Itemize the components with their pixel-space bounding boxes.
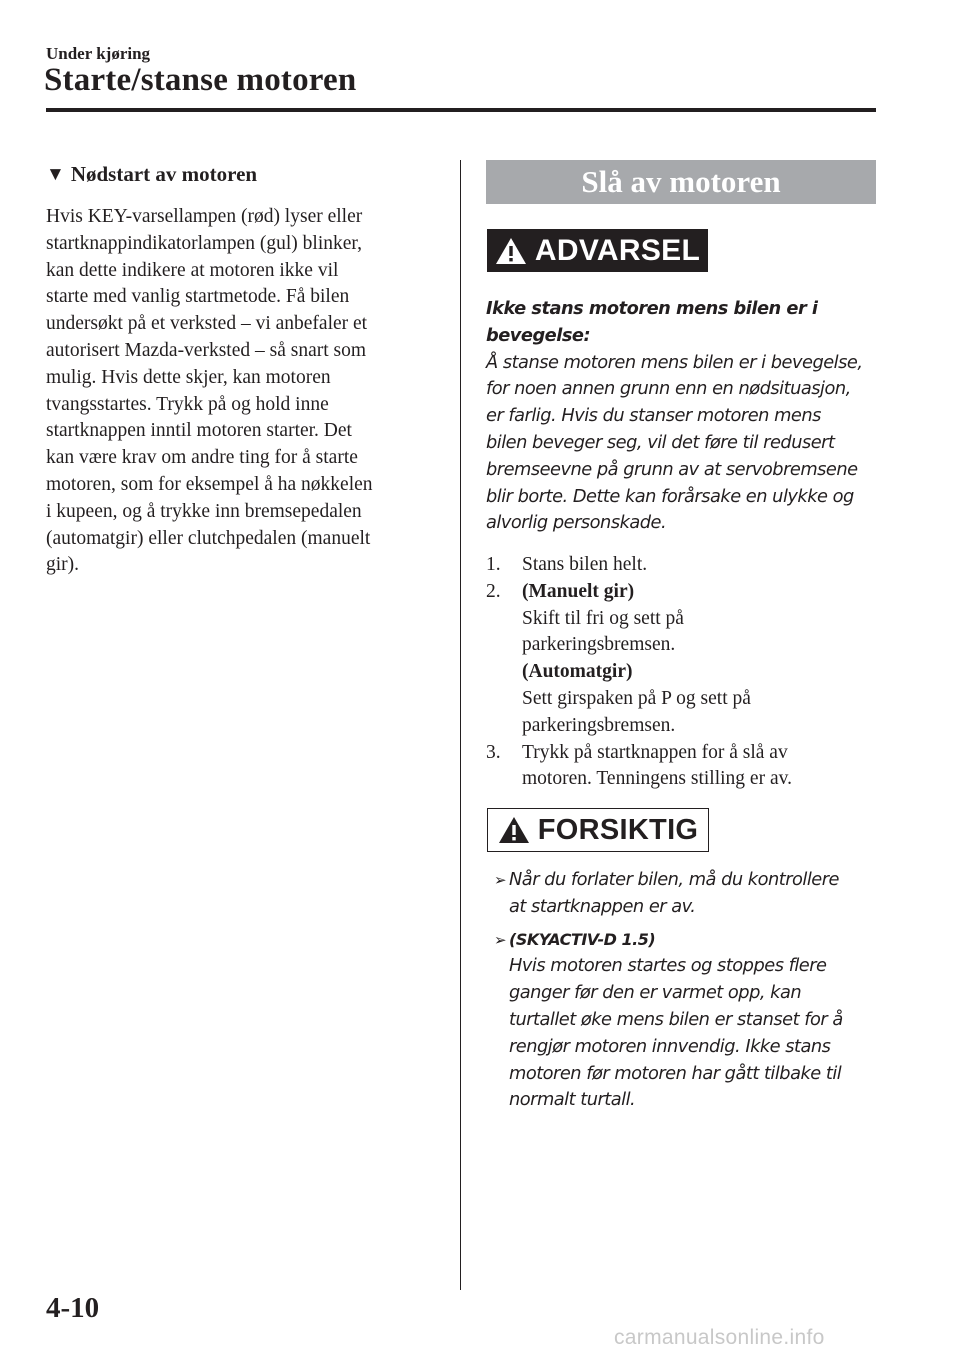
- column-divider: [460, 160, 461, 1290]
- step-number: 1.: [486, 554, 501, 575]
- caution-line: ganger før den er varmet opp, kan: [509, 982, 802, 1004]
- caution-item: [494, 927, 884, 1115]
- body-line: gir).: [46, 554, 80, 576]
- body-line: kan være krav om andre ting for å starte: [46, 447, 358, 469]
- body-paragraph: [46, 204, 431, 579]
- caution-line: Hvis motoren startes og stoppes flere: [509, 955, 827, 977]
- step-text: Stans bilen helt.: [522, 554, 648, 575]
- watermark: carmanualsonline.info: [614, 1326, 825, 1349]
- caution-badge-label: FORSIKTIG: [537, 813, 699, 846]
- steps-list: [486, 552, 881, 793]
- page-number: 4-10: [46, 1292, 100, 1324]
- step-text: parkeringsbremsen.: [522, 714, 676, 736]
- caution-line: turtallet øke mens bilen er stanset for å: [509, 1008, 843, 1030]
- caution-badge: [487, 808, 709, 852]
- body-line: tvangsstartes. Trykk på og hold inne: [46, 393, 329, 415]
- step-subheading: [486, 659, 881, 686]
- step-number: 2.: [486, 580, 501, 602]
- step-1: [486, 552, 881, 579]
- caution-list: [494, 867, 884, 1120]
- step-2: [486, 579, 881, 606]
- warning-line: blir borte. Dette kan forårsake en ulykke og: [486, 485, 854, 507]
- body-line: (automatgir) eller clutchpedalen (manuelt: [46, 527, 371, 549]
- body-line: kan dette indikere at motoren ikke vil: [46, 259, 339, 281]
- warning-badge: [487, 229, 708, 272]
- warning-title-line: Ikke stans motoren mens bilen er i: [486, 298, 818, 319]
- caution-item: [494, 867, 884, 921]
- body-line: Hvis KEY-varsellampen (rød) lyser eller: [46, 206, 363, 227]
- step-subheading: (Manuelt gir): [522, 580, 635, 602]
- warning-line: er farlig. Hvis du stanser motoren mens: [486, 405, 821, 427]
- caution-triangle-icon: [498, 816, 530, 844]
- body-line: startknappindikatorlampen (gul) blinker,: [46, 232, 363, 254]
- subheading-text: Nødstart av motoren: [70, 162, 258, 186]
- body-line: undersøkt på et verksted – vi anbefaler et: [46, 313, 368, 335]
- warning-line: alvorlig personskade.: [486, 512, 667, 534]
- step-3: [486, 740, 881, 767]
- body-line: i kupeen, og å trykke inn bremsepedalen: [46, 500, 362, 522]
- warning-badge-label: ADVARSEL: [534, 233, 701, 267]
- step-number: 3.: [486, 741, 501, 763]
- step-text: parkeringsbremsen.: [522, 634, 676, 656]
- warning-line: bremseevne på grunn av at servobremsene: [486, 458, 858, 480]
- body-line: autorisert Mazda-verksted – så snart som: [46, 339, 367, 361]
- caution-item-title: (SKYACTIV-D 1.5): [509, 929, 656, 949]
- section-title-banner: Slå av motoren: [486, 160, 876, 204]
- caution-line: motoren før motoren har gått tilbake til: [509, 1062, 842, 1084]
- warning-line: bilen beveger seg, vil det føre til redusert: [486, 431, 835, 453]
- step-text: motoren. Tenningens stilling er av.: [522, 768, 792, 790]
- caution-line: normalt turtall.: [509, 1089, 636, 1111]
- caution-line: rengjør motoren innvendig. Ikke stans: [509, 1035, 831, 1057]
- step-subheading-text: (Automatgir): [522, 661, 633, 683]
- step-text: Sett girspaken på P og sett på: [522, 687, 751, 709]
- body-line: starte med vanlig startmetode. Få bilen: [46, 286, 350, 308]
- triangle-down-icon: ▼: [46, 163, 65, 185]
- body-line: motoren, som for eksempel å ha nøkkelen: [46, 473, 373, 495]
- warning-title-line: bevegelse:: [486, 324, 591, 346]
- step-text: Skift til fri og sett på: [522, 607, 684, 629]
- warning-text: [486, 296, 881, 537]
- body-line: mulig. Hvis dette skjer, kan motoren: [46, 366, 331, 388]
- arrow-bullet-icon: ➢: [494, 871, 507, 889]
- subheading: [46, 162, 257, 187]
- caution-line: Når du forlater bilen, må du kontrollere: [509, 869, 839, 890]
- caution-line: at startknappen er av.: [509, 895, 696, 917]
- chapter-title: Starte/stanse motoren: [44, 62, 357, 98]
- header-rule: [46, 108, 876, 112]
- arrow-bullet-icon: ➢: [494, 930, 507, 949]
- warning-line: for noen annen grunn enn en nødsituasjon,: [486, 378, 851, 400]
- warning-triangle-icon: [495, 237, 527, 265]
- warning-line: Å stanse motoren mens bilen er i bevegelse,: [486, 351, 863, 373]
- step-text: Trykk på startknappen for å slå av: [522, 741, 788, 763]
- section-label: Under kjøring: [46, 44, 151, 63]
- body-line: startknappen inntil motoren starter. Det: [46, 420, 352, 442]
